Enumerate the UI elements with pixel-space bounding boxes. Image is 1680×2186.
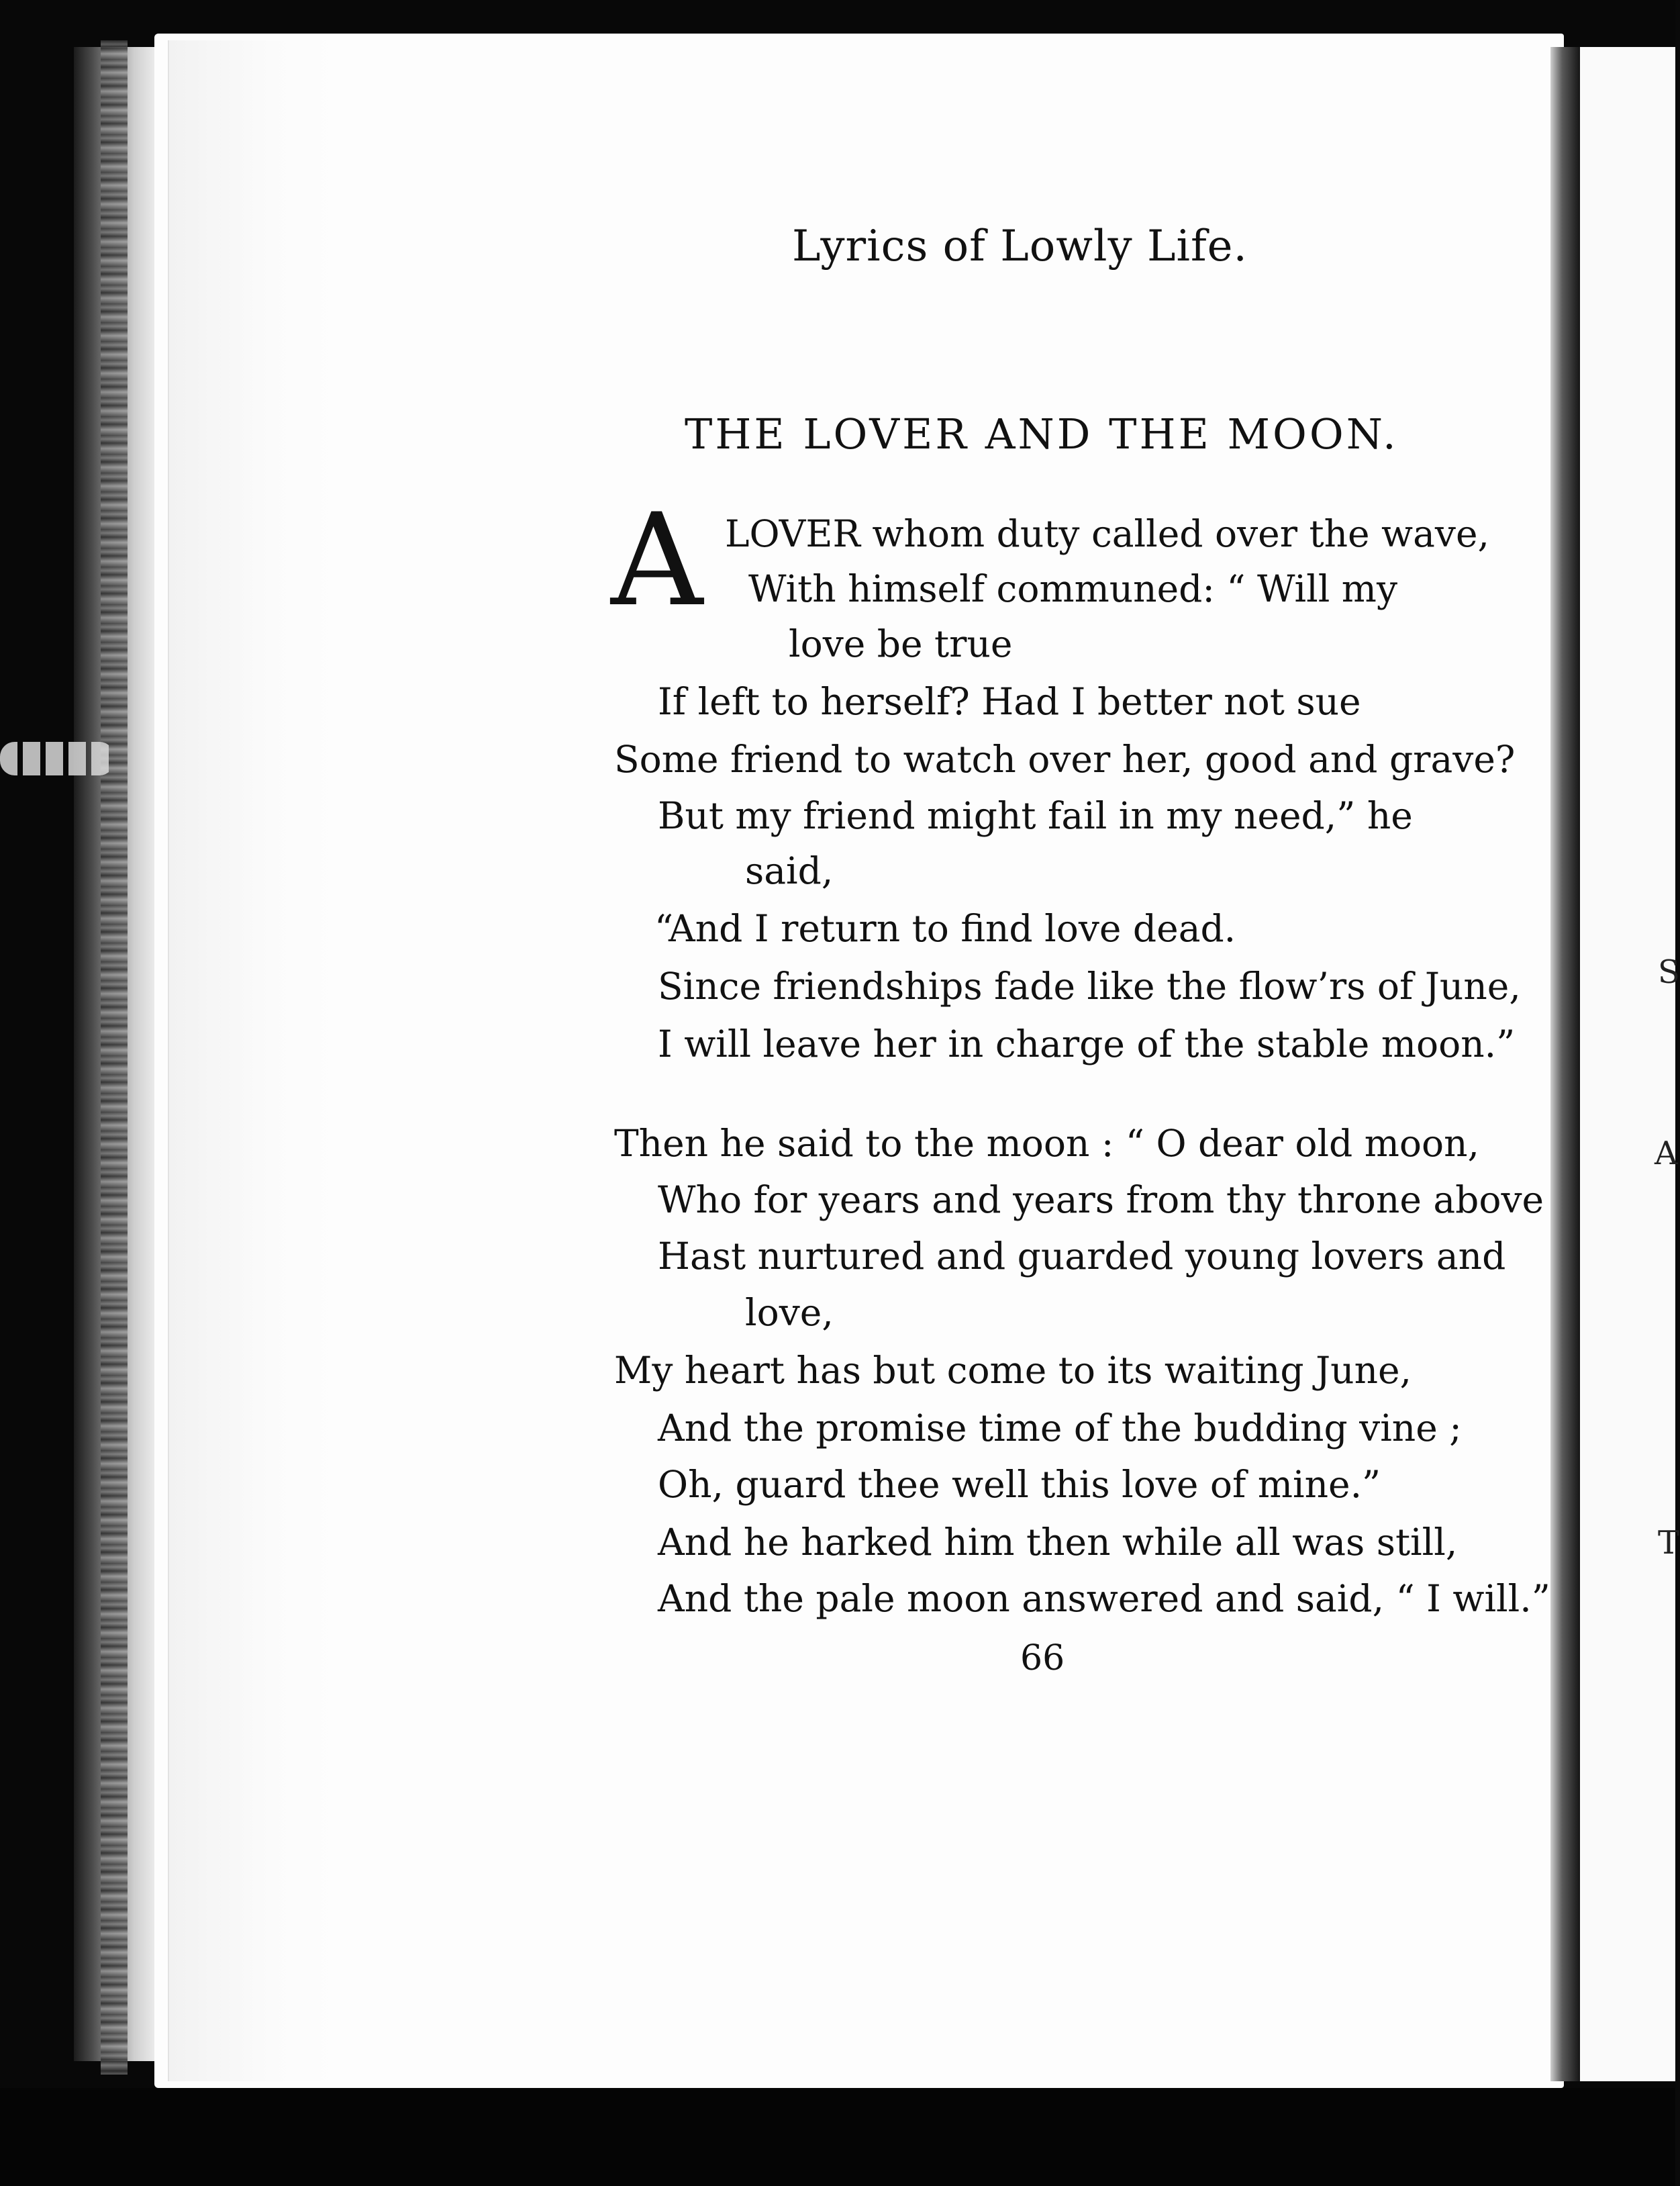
verse-line: And the promise time of the budding vine ; [658,1407,1462,1450]
verse-line: said, [745,849,834,892]
verse-line: My heart has but come to its waiting June, [614,1349,1412,1392]
verse-line: love be true [789,622,1013,665]
verse-line: Who for years and years from thy throne above [658,1178,1544,1221]
margin-stain [0,742,114,775]
next-page-edge [1580,47,1675,2081]
next-page-glyph: T [1658,1524,1680,1562]
verse-line: If left to herself? Had I better not sue [658,680,1361,723]
verse-line: Oh, guard thee well this love of mine.” [658,1463,1381,1506]
verse-line: With himself communed: “ Will my [748,567,1398,610]
left-page-binding-strip [101,40,128,2075]
verse-line: Then he said to the moon : “ O dear old moon, [614,1122,1480,1165]
next-page-glyph: A [1654,1135,1678,1172]
verse-line: love, [745,1291,834,1334]
drop-cap: A [611,486,703,634]
page-inner-fold [168,40,337,2081]
verse-line: And the pale moon answered and said, “ I will.” [658,1577,1550,1620]
verse-line-text: whom duty called over the wave, [860,512,1490,555]
verse-line: But my friend might fail in my need,” he [658,794,1413,837]
verse-line: And he harked him then while all was still, [658,1521,1458,1564]
verse-line: “And I return to find love dead. [654,907,1236,950]
running-head: Lyrics of Lowly Life. [792,222,1248,271]
bottom-scan-band [0,2088,1675,2186]
next-page-glyph: S [1658,953,1680,991]
verse-line: Since friendships fade like the flow’rs of June, [658,965,1521,1008]
lead-word: LOVER [725,512,860,555]
verse-line: Some friend to watch over her, good and grave? [614,738,1516,781]
verse-line: I will leave her in charge of the stable moon.” [658,1023,1516,1065]
poem-title: THE LOVER AND THE MOON. [685,410,1399,459]
verse-line: Hast nurtured and guarded young lovers and [658,1235,1506,1278]
verse-line [725,510,1489,557]
gutter-shadow [1550,47,1580,2081]
page-number: 66 [1020,1638,1065,1678]
